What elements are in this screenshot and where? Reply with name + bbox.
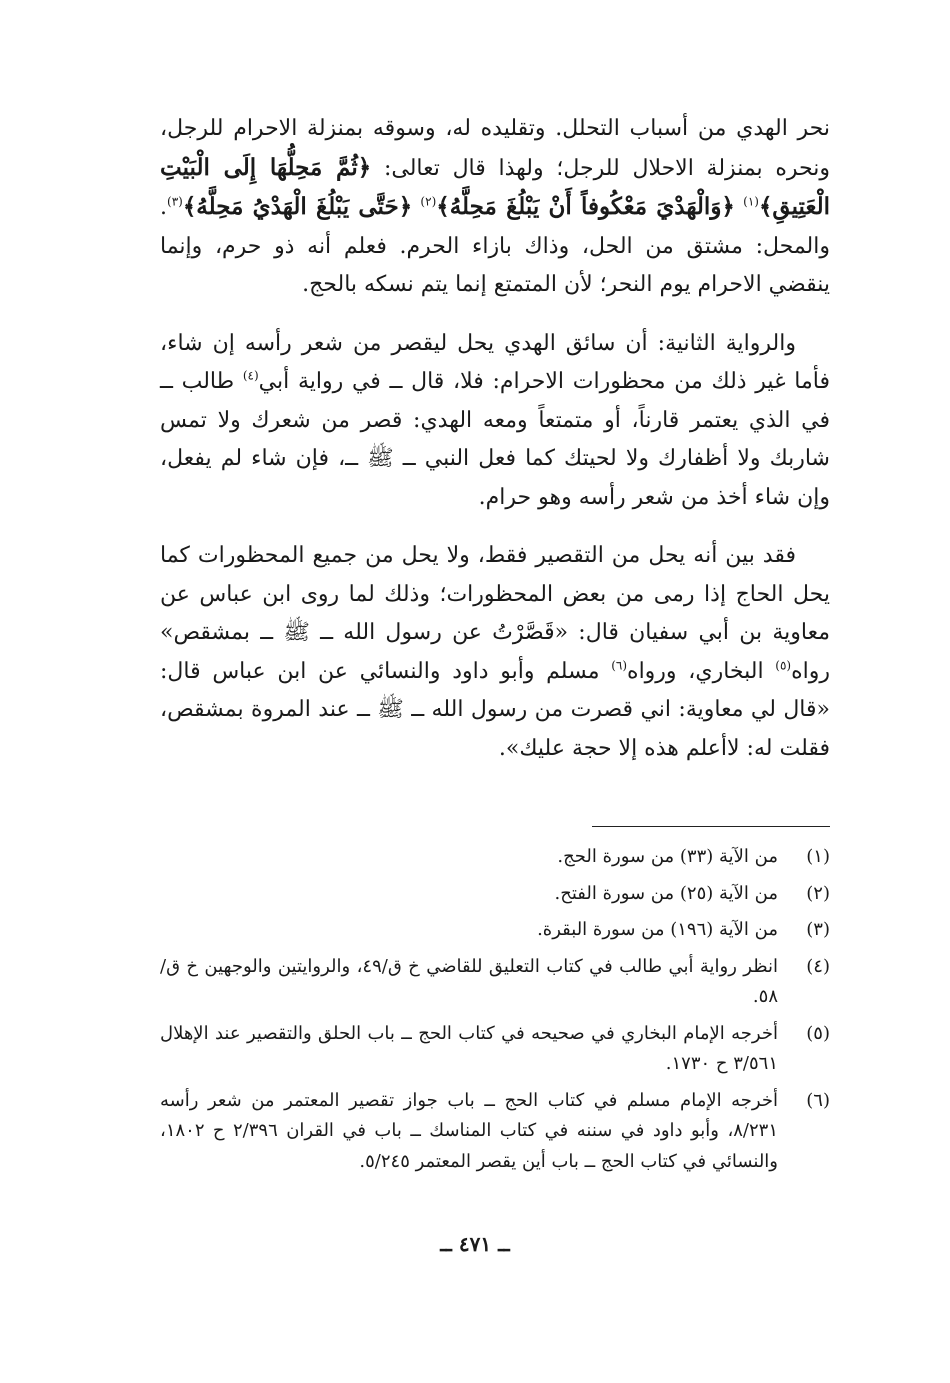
main-text: [160, 110, 830, 788]
footnote-item: [160, 1019, 830, 1080]
footnote-number: (٤): [806, 955, 830, 977]
footnote-text: من الآية (١٩٦) من سورة البقرة.: [537, 919, 778, 940]
footnote-item: [160, 1086, 830, 1178]
footnote-ref: (٦): [611, 658, 628, 673]
quran-verse: ﴿حَتَّى يَبْلُغَ الْهَدْيُ مَحِلَّهُ﴾: [182, 193, 413, 220]
text-segment: البخاري، ورواه: [627, 658, 776, 684]
text-segment: مسلم وأبو داود والنسائي عن ابن عباس قال: «قال لي معاوية: اني قصرت من رسول الله ــ ﷺ ــ عند المروة بمشقص، فقلت له: لاأعلم هذه إلا حجة عليك».: [160, 658, 830, 761]
footnote-item: [160, 842, 830, 873]
footnote-text: أخرجه الإمام مسلم في كتاب الحج ــ باب جواز تقصير المعتمر من شعر رأسه ٨/٢٣١، وأبو داود في سننه في كتاب المناسك ــ باب في القران ٢/٣٩٦ ح ١٨٠٢، والنسائي في كتاب الحج ــ باب أين يقصر المعتمر ٥/٢٤٥.: [160, 1089, 778, 1172]
footnote-item: [160, 879, 830, 910]
footnote-text: من الآية (٣٣) من سورة الحج.: [557, 846, 778, 867]
footnotes-list: [160, 842, 830, 1183]
footnote-ref: (٣): [167, 194, 183, 209]
text-segment: فقد بين أنه يحل من التقصير فقط، ولا يحل من جميع المحظورات كما يحل الحاج إذا رمى من بعض المحظورات؛ وذلك لما روى ابن عباس عن معاوية بن أبي سفيان قال: «قَصَّرْتُ عن رسول الله ــ ﷺ ــ بمشقص» رواه: [160, 543, 830, 684]
footnote-item: [160, 915, 830, 946]
paragraph: [160, 325, 830, 518]
footnote-number: (١): [806, 846, 830, 867]
page-number: ــ ٤٧١ ــ: [440, 1232, 510, 1256]
quran-verse: ﴿ثُمَّ مَحِلُّهَا إِلَى الْبَيْتِ الْعَتِيقِ﴾: [160, 153, 830, 220]
footnote-number: (٢): [806, 882, 830, 904]
paragraph: [160, 537, 830, 768]
quran-verse: ﴿وَالْهَدْيَ مَعْكُوفاً أَنْ يَبْلُغَ مَحِلَّهُ﴾: [436, 193, 735, 220]
footnote-item: [160, 952, 830, 1013]
footnote-text: انظر رواية أبي طالب في كتاب التعليق للقاضي خ ق/٤٩، والروايتين والوجهين خ ق/٥٨.: [160, 955, 778, 1007]
footnote-number: (٥): [806, 1022, 830, 1044]
paragraph: [160, 110, 830, 305]
footnote-text: من الآية (٢٥) من سورة الفتح.: [554, 882, 778, 904]
footnote-number: (٣): [806, 919, 830, 940]
footnote-text: أخرجه الإمام البخاري في صحيحه في كتاب الحج ــ باب الحلق والتقصير عند الإهلال ٣/٥٦١ ح ١٧٣٠.: [160, 1022, 778, 1074]
footnote-ref: (٥): [775, 658, 792, 673]
text-segment: طالب ــ في الذي يعتمر قارناً، أو متمتعاً ومعه الهدي: قصر من شعرك ولا تمس شاربك ولا أظفارك ولا لحيتك كما فعل النبي ــ ﷺ ــ، فإن شاء لم يفعل، وإن شاء أخذ من شعر رأسه وهو حرام.: [160, 369, 830, 510]
text-segment: نحر الهدي من أسباب التحلل. وتقليده له، وسوقه بمنزلة الاحرام للرجل، ونحره بمنزلة الاحلال للرجل؛ ولهذا قال تعالى:: [160, 116, 831, 181]
text-segment: . والمحل: مشتق من الحل، وذاك بازاء الحرم. فعلم أنه ذو حرم، وإنما ينقضي الاحرام يوم النحر؛ لأن المتمتع إنما يتم نسكه بالحج.: [160, 195, 830, 297]
text-segment: والرواية الثانية: أن سائق الهدي يحل ليقصر من شعر رأسه إن شاء، فأما غير ذلك من محظورات الاحرام: فلا، قال ــ في رواية أبي: [160, 330, 830, 394]
text-segment: [735, 195, 743, 220]
footnote-separator: [592, 826, 830, 827]
footnote-ref: (٢): [420, 194, 437, 209]
footnote-ref: (٤): [242, 368, 259, 383]
footnote-number: (٦): [806, 1089, 830, 1111]
footnote-ref: (١): [743, 194, 759, 209]
